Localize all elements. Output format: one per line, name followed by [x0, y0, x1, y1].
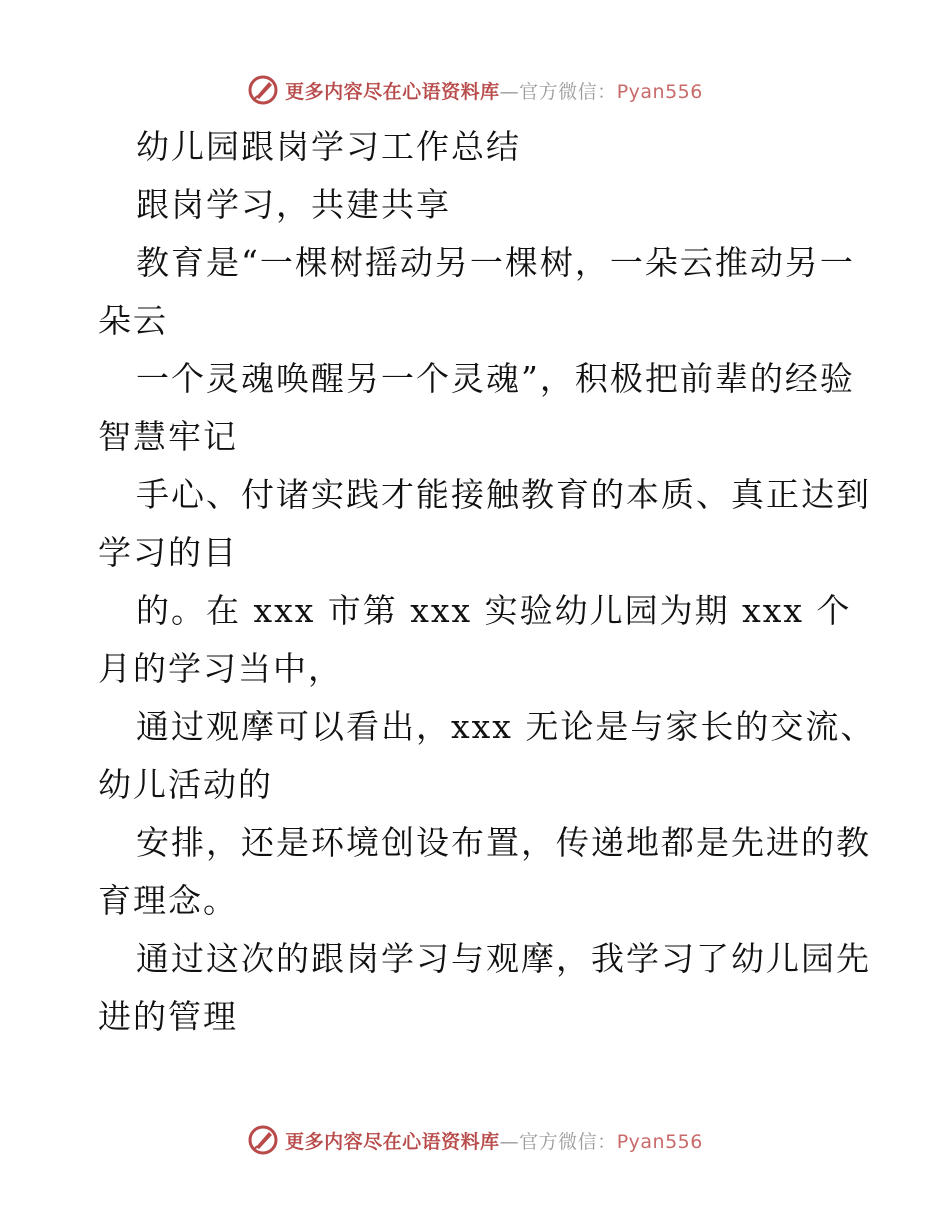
paragraph-line: 手心、付诸实践才能接触教育的本质、真正达到 [136, 475, 871, 514]
paragraph-line: 朵云 [98, 301, 168, 340]
header-wechat-id: Pyan556 [616, 80, 703, 103]
paragraph-line: 安排，还是环境创设布置，传递地都是先进的教 [136, 823, 871, 862]
header-banner-text [285, 77, 703, 104]
paragraph-line: 一个灵魂唤醒另一个灵魂”，积极把前辈的经验 [136, 359, 855, 398]
footer-brand: 更多内容尽在心语资料库 [285, 1130, 500, 1153]
paragraph-line: 的。在 xxx 市第 xxx 实验幼儿园为期 xxx 个 [136, 591, 852, 630]
footer-banner-text [285, 1127, 703, 1154]
paragraph-line: 育理念。 [98, 881, 238, 920]
paragraph-line: 通过观摩可以看出，xxx 无论是与家长的交流、 [136, 707, 876, 746]
paragraph-line: 通过这次的跟岗学习与观摩，我学习了幼儿园先 [136, 939, 871, 978]
paragraph-line: 幼儿活动的 [98, 765, 273, 804]
paragraph-line: 进的管理 [98, 997, 238, 1036]
doc-title: 幼儿园跟岗学习工作总结 [136, 127, 521, 166]
paragraph-line: 月的学习当中， [98, 649, 343, 688]
paragraph-line: 教育是“一棵树摇动另一棵树，一朵云推动另一 [136, 243, 855, 282]
quill-logo-icon [247, 74, 279, 106]
quill-logo-icon [247, 1124, 279, 1156]
document-body [98, 118, 876, 1046]
paragraph-line: 智慧牢记 [98, 417, 238, 456]
doc-subtitle: 跟岗学习，共建共享 [136, 185, 451, 224]
footer-separator: — [499, 1130, 520, 1153]
footer-banner [0, 1120, 950, 1160]
footer-wechat-label: 官方微信： [519, 1130, 617, 1153]
footer-wechat-id: Pyan556 [616, 1130, 703, 1153]
header-wechat-label: 官方微信： [519, 80, 617, 103]
paragraph-line: 学习的目 [98, 533, 238, 572]
header-banner [0, 70, 950, 110]
header-separator: — [499, 80, 520, 103]
header-brand: 更多内容尽在心语资料库 [285, 80, 500, 103]
